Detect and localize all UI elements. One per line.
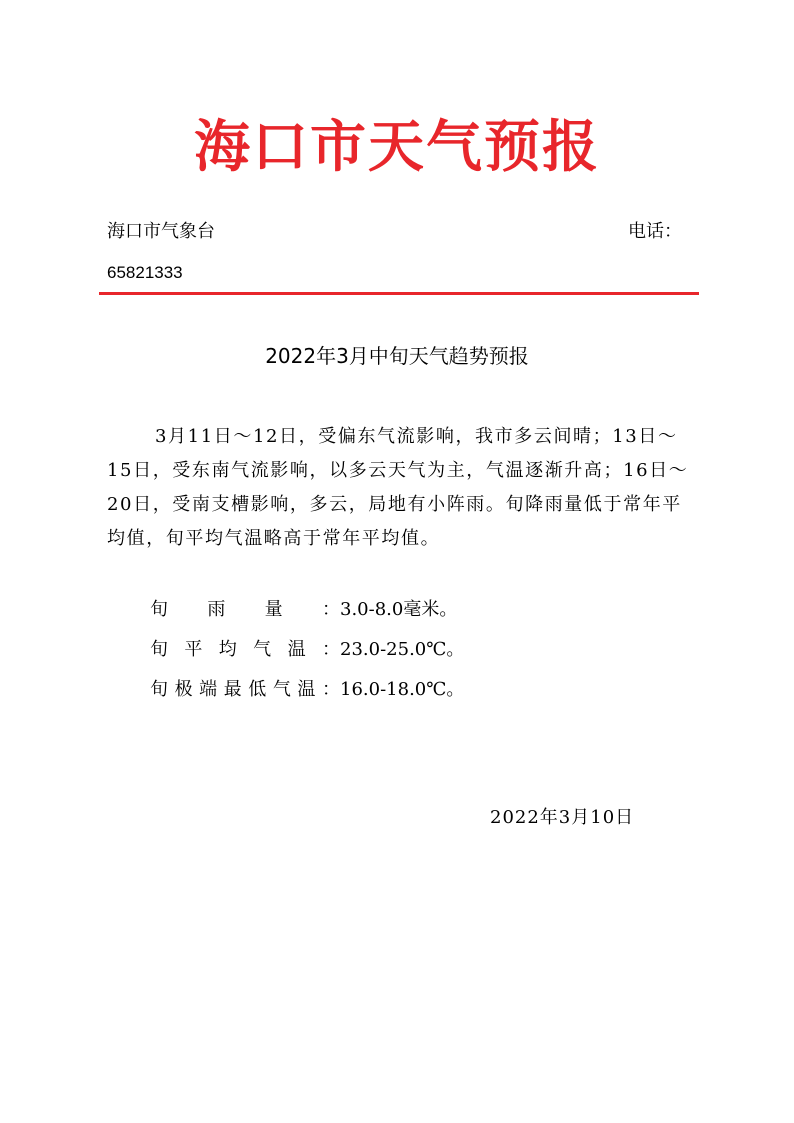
masthead-title: 海口市天气预报 <box>194 115 600 180</box>
stat-label-avg-temp: 旬 平 均 气 温 ： <box>150 639 340 660</box>
document-title: 2022年3月中旬天气趋势预报 <box>265 344 529 368</box>
forecast-paragraph: 3月11日～12日，受偏东气流影响，我市多云间晴；13日～15日，受东南气流影响，以多云天气为主，气温逐渐升高；16日～20日，受南支槽影响，多云，局地有小阵雨。旬降雨量低于常年平均值，旬平均气温略高于常年平均值。 <box>107 426 689 549</box>
stat-value-min-temp: 16.0-18.0℃。 <box>340 679 465 700</box>
stat-row-rainfall <box>150 594 464 634</box>
stat-value-avg-temp: 23.0-25.0℃。 <box>340 639 465 660</box>
stat-row-min-temp <box>150 674 464 714</box>
phone-number: 65821333 <box>107 263 183 282</box>
organization-name: 海口市气象台 <box>107 221 215 242</box>
issue-date: 2022年3月10日 <box>490 807 635 828</box>
stat-value-rainfall: 3.0-8.0毫米。 <box>340 599 458 620</box>
stat-row-avg-temp <box>150 634 464 674</box>
red-divider-rule <box>99 292 699 295</box>
stat-label-rainfall: 旬 雨 量 ： <box>150 599 340 620</box>
forecast-stats <box>150 594 464 714</box>
phone-label: 电话： <box>628 221 682 242</box>
stat-label-min-temp: 旬 极 端 最 低 气 温 ： <box>150 679 340 700</box>
